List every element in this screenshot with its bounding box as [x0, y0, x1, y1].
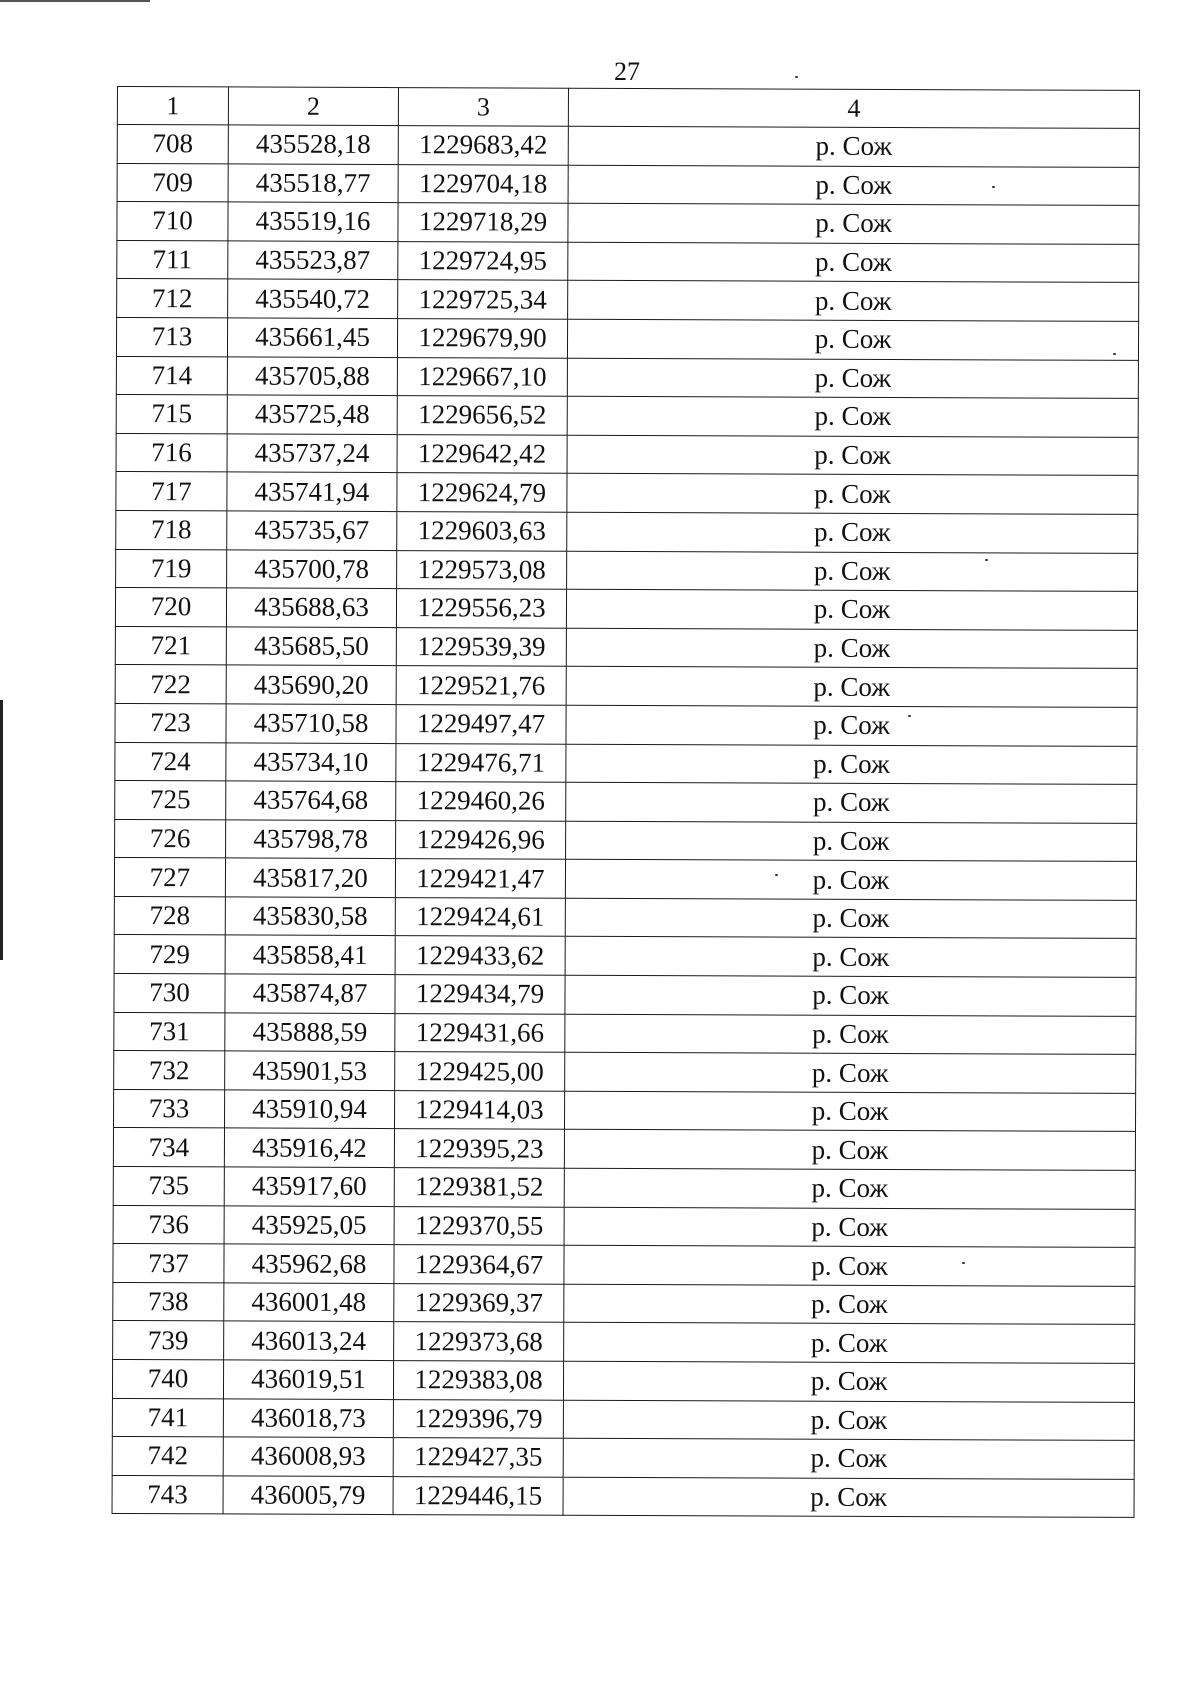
description-cell: р. Сож — [564, 1130, 1135, 1171]
y-coordinate-cell: 1229434,79 — [395, 975, 565, 1014]
description-cell: р. Сож — [566, 589, 1137, 630]
x-coordinate-cell: 435725,48 — [227, 395, 397, 434]
description-cell: р. Сож — [568, 203, 1139, 244]
point-number-cell: 710 — [117, 202, 228, 241]
y-coordinate-cell: 1229381,52 — [394, 1168, 564, 1207]
x-coordinate-cell: 435874,87 — [225, 974, 395, 1013]
point-number-cell: 739 — [113, 1321, 224, 1360]
description-cell: р. Сож — [564, 1091, 1135, 1132]
point-number-cell: 731 — [114, 1012, 225, 1051]
description-cell: р. Сож — [566, 821, 1137, 862]
point-number-cell: 737 — [113, 1244, 224, 1283]
point-number-cell: 725 — [115, 781, 226, 820]
description-cell: р. Сож — [565, 860, 1136, 901]
point-number-cell: 734 — [113, 1128, 224, 1167]
description-cell: р. Сож — [566, 782, 1137, 823]
y-coordinate-cell: 1229683,42 — [398, 126, 568, 165]
y-coordinate-cell: 1229573,08 — [397, 550, 567, 589]
y-coordinate-cell: 1229642,42 — [397, 434, 567, 473]
x-coordinate-cell: 436018,73 — [223, 1399, 393, 1438]
description-cell: р. Сож — [563, 1438, 1134, 1479]
description-cell: р. Сож — [567, 396, 1138, 437]
x-coordinate-cell: 435710,58 — [226, 704, 396, 743]
description-cell: р. Сож — [563, 1361, 1134, 1402]
description-cell: р. Сож — [563, 1400, 1134, 1441]
description-cell: р. Сож — [563, 1477, 1134, 1518]
description-cell: р. Сож — [567, 551, 1138, 592]
table-row — [113, 1282, 1135, 1325]
x-coordinate-cell: 435700,78 — [227, 549, 397, 588]
x-coordinate-cell: 435734,10 — [226, 742, 396, 781]
table-row — [112, 1437, 1134, 1480]
scan-edge-mark — [0, 0, 150, 2]
table-row — [117, 240, 1139, 283]
table-row — [116, 472, 1138, 515]
y-coordinate-cell: 1229725,34 — [398, 280, 568, 319]
y-coordinate-cell: 1229383,08 — [393, 1361, 563, 1400]
table-row — [113, 1244, 1135, 1287]
y-coordinate-cell: 1229624,79 — [397, 473, 567, 512]
point-number-cell: 741 — [112, 1398, 223, 1437]
x-coordinate-cell: 435685,50 — [226, 627, 396, 666]
description-cell: р. Сож — [567, 319, 1138, 360]
table-header — [117, 87, 1139, 129]
point-number-cell: 736 — [113, 1205, 224, 1244]
y-coordinate-cell: 1229556,23 — [396, 589, 566, 628]
point-number-cell: 719 — [116, 549, 227, 588]
table-row — [113, 1205, 1135, 1248]
x-coordinate-cell: 435962,68 — [224, 1244, 394, 1283]
point-number-cell: 716 — [116, 433, 227, 472]
point-number-cell: 742 — [112, 1437, 223, 1476]
description-cell: р. Сож — [568, 126, 1139, 167]
description-cell: р. Сож — [564, 1168, 1135, 1209]
y-coordinate-cell: 1229521,76 — [396, 666, 566, 705]
y-coordinate-cell: 1229656,52 — [397, 396, 567, 435]
description-cell: р. Сож — [568, 281, 1139, 322]
header-cell-4: 4 — [568, 88, 1139, 128]
point-number-cell: 714 — [116, 356, 227, 395]
description-cell: р. Сож — [567, 474, 1138, 515]
point-number-cell: 721 — [115, 626, 226, 665]
point-number-cell: 713 — [116, 317, 227, 356]
table-row — [116, 433, 1138, 476]
table-row — [116, 549, 1138, 592]
y-coordinate-cell: 1229427,35 — [393, 1438, 563, 1477]
y-coordinate-cell: 1229603,63 — [397, 512, 567, 551]
table-row — [113, 1321, 1135, 1364]
description-cell: р. Сож — [567, 435, 1138, 476]
x-coordinate-cell: 435830,58 — [225, 897, 395, 936]
table-row — [112, 1359, 1134, 1402]
point-number-cell: 730 — [114, 974, 225, 1013]
x-coordinate-cell: 435705,88 — [227, 356, 397, 395]
x-coordinate-cell: 435737,24 — [227, 434, 397, 473]
coordinates-table — [112, 86, 1140, 1518]
point-number-cell: 708 — [117, 125, 228, 164]
header-row — [117, 87, 1139, 129]
x-coordinate-cell: 435518,77 — [228, 164, 398, 203]
description-cell: р. Сож — [565, 1052, 1136, 1093]
y-coordinate-cell: 1229497,47 — [396, 704, 566, 743]
description-cell: р. Сож — [564, 1245, 1135, 1286]
description-cell: р. Сож — [567, 512, 1138, 553]
x-coordinate-cell: 435764,68 — [226, 781, 396, 820]
point-number-cell: 711 — [117, 240, 228, 279]
table-row — [112, 1475, 1134, 1518]
table-row — [115, 665, 1137, 708]
y-coordinate-cell: 1229679,90 — [397, 319, 567, 358]
x-coordinate-cell: 436008,93 — [223, 1437, 393, 1476]
x-coordinate-cell: 436013,24 — [224, 1321, 394, 1360]
y-coordinate-cell: 1229431,66 — [395, 1013, 565, 1052]
point-number-cell: 733 — [113, 1089, 224, 1128]
x-coordinate-cell: 435910,94 — [224, 1090, 394, 1129]
x-coordinate-cell: 435798,78 — [226, 820, 396, 859]
table-row — [113, 1089, 1135, 1132]
x-coordinate-cell: 435817,20 — [225, 858, 395, 897]
description-cell: р. Сож — [565, 898, 1136, 939]
table-row — [117, 279, 1139, 322]
point-number-cell: 738 — [113, 1282, 224, 1321]
x-coordinate-cell: 435735,67 — [227, 511, 397, 550]
y-coordinate-cell: 1229369,37 — [394, 1283, 564, 1322]
table-row — [115, 742, 1137, 785]
description-cell: р. Сож — [566, 667, 1137, 708]
description-cell: р. Сож — [566, 744, 1137, 785]
description-cell: р. Сож — [567, 358, 1138, 399]
point-number-cell: 727 — [114, 858, 225, 897]
table-row — [112, 1398, 1134, 1441]
point-number-cell: 715 — [116, 395, 227, 434]
table-row — [114, 1012, 1136, 1055]
point-number-cell: 709 — [117, 163, 228, 202]
point-number-cell: 712 — [117, 279, 228, 318]
table-row — [115, 781, 1137, 824]
x-coordinate-cell: 435690,20 — [226, 665, 396, 704]
table-row — [117, 125, 1139, 168]
x-coordinate-cell: 435888,59 — [225, 1013, 395, 1052]
table-row — [115, 588, 1137, 631]
table-row — [113, 1167, 1135, 1210]
header-cell-1: 1 — [117, 87, 228, 125]
point-number-cell: 720 — [115, 588, 226, 627]
x-coordinate-cell: 435540,72 — [228, 279, 398, 318]
table-row — [116, 356, 1138, 399]
description-cell: р. Сож — [564, 1284, 1135, 1325]
point-number-cell: 743 — [112, 1475, 223, 1514]
y-coordinate-cell: 1229718,29 — [398, 203, 568, 242]
y-coordinate-cell: 1229667,10 — [397, 357, 567, 396]
point-number-cell: 717 — [116, 472, 227, 511]
x-coordinate-cell: 436005,79 — [223, 1476, 393, 1515]
x-coordinate-cell: 435901,53 — [225, 1051, 395, 1090]
table-row — [114, 896, 1136, 939]
table-row — [116, 510, 1138, 553]
x-coordinate-cell: 436001,48 — [224, 1283, 394, 1322]
x-coordinate-cell: 435917,60 — [224, 1167, 394, 1206]
table-row — [114, 858, 1136, 901]
y-coordinate-cell: 1229460,26 — [396, 782, 566, 821]
point-number-cell: 724 — [115, 742, 226, 781]
description-cell: р. Сож — [566, 628, 1137, 669]
table-row — [114, 1051, 1136, 1094]
description-cell: р. Сож — [566, 705, 1137, 746]
x-coordinate-cell: 435741,94 — [227, 472, 397, 511]
table-body — [112, 125, 1139, 1518]
description-cell: р. Сож — [564, 1207, 1135, 1248]
table-row — [113, 1128, 1135, 1171]
table-row — [117, 163, 1139, 206]
point-number-cell: 718 — [116, 510, 227, 549]
x-coordinate-cell: 435528,18 — [228, 125, 398, 164]
x-coordinate-cell: 435688,63 — [226, 588, 396, 627]
y-coordinate-cell: 1229370,55 — [394, 1206, 564, 1245]
y-coordinate-cell: 1229364,67 — [394, 1245, 564, 1284]
point-number-cell: 735 — [113, 1167, 224, 1206]
y-coordinate-cell: 1229395,23 — [394, 1129, 564, 1168]
y-coordinate-cell: 1229396,79 — [393, 1399, 563, 1438]
x-coordinate-cell: 435523,87 — [228, 241, 398, 280]
table-row — [115, 703, 1137, 746]
y-coordinate-cell: 1229724,95 — [398, 241, 568, 280]
y-coordinate-cell: 1229446,15 — [393, 1476, 563, 1515]
scan-edge-mark — [0, 700, 3, 960]
point-number-cell: 740 — [112, 1359, 223, 1398]
description-cell: р. Сож — [568, 242, 1139, 283]
y-coordinate-cell: 1229476,71 — [396, 743, 566, 782]
x-coordinate-cell: 435661,45 — [227, 318, 397, 357]
page-number: 27 — [614, 57, 640, 86]
y-coordinate-cell: 1229425,00 — [395, 1052, 565, 1091]
header-cell-3: 3 — [398, 88, 568, 127]
point-number-cell: 722 — [115, 665, 226, 704]
y-coordinate-cell: 1229373,68 — [394, 1322, 564, 1361]
description-cell: р. Сож — [568, 165, 1139, 206]
table-row — [116, 395, 1138, 438]
y-coordinate-cell: 1229539,39 — [396, 627, 566, 666]
x-coordinate-cell: 435519,16 — [228, 202, 398, 241]
table-row — [116, 317, 1138, 360]
table-row — [114, 974, 1136, 1017]
table-row — [115, 626, 1137, 669]
description-cell: р. Сож — [565, 937, 1136, 978]
x-coordinate-cell: 435916,42 — [224, 1128, 394, 1167]
point-number-cell: 729 — [114, 935, 225, 974]
y-coordinate-cell: 1229704,18 — [398, 164, 568, 203]
y-coordinate-cell: 1229421,47 — [395, 859, 565, 898]
point-number-cell: 726 — [115, 819, 226, 858]
y-coordinate-cell: 1229433,62 — [395, 936, 565, 975]
description-cell: р. Сож — [565, 1014, 1136, 1055]
table-row — [117, 202, 1139, 245]
point-number-cell: 732 — [114, 1051, 225, 1090]
description-cell: р. Сож — [564, 1323, 1135, 1364]
header-cell-2: 2 — [228, 87, 398, 126]
x-coordinate-cell: 435925,05 — [224, 1206, 394, 1245]
y-coordinate-cell: 1229424,61 — [395, 897, 565, 936]
point-number-cell: 723 — [115, 703, 226, 742]
y-coordinate-cell: 1229426,96 — [396, 820, 566, 859]
table-row — [115, 819, 1137, 862]
x-coordinate-cell: 435858,41 — [225, 935, 395, 974]
description-cell: р. Сож — [565, 975, 1136, 1016]
point-number-cell: 728 — [114, 896, 225, 935]
y-coordinate-cell: 1229414,03 — [394, 1090, 564, 1129]
table-row — [114, 935, 1136, 978]
x-coordinate-cell: 436019,51 — [223, 1360, 393, 1399]
